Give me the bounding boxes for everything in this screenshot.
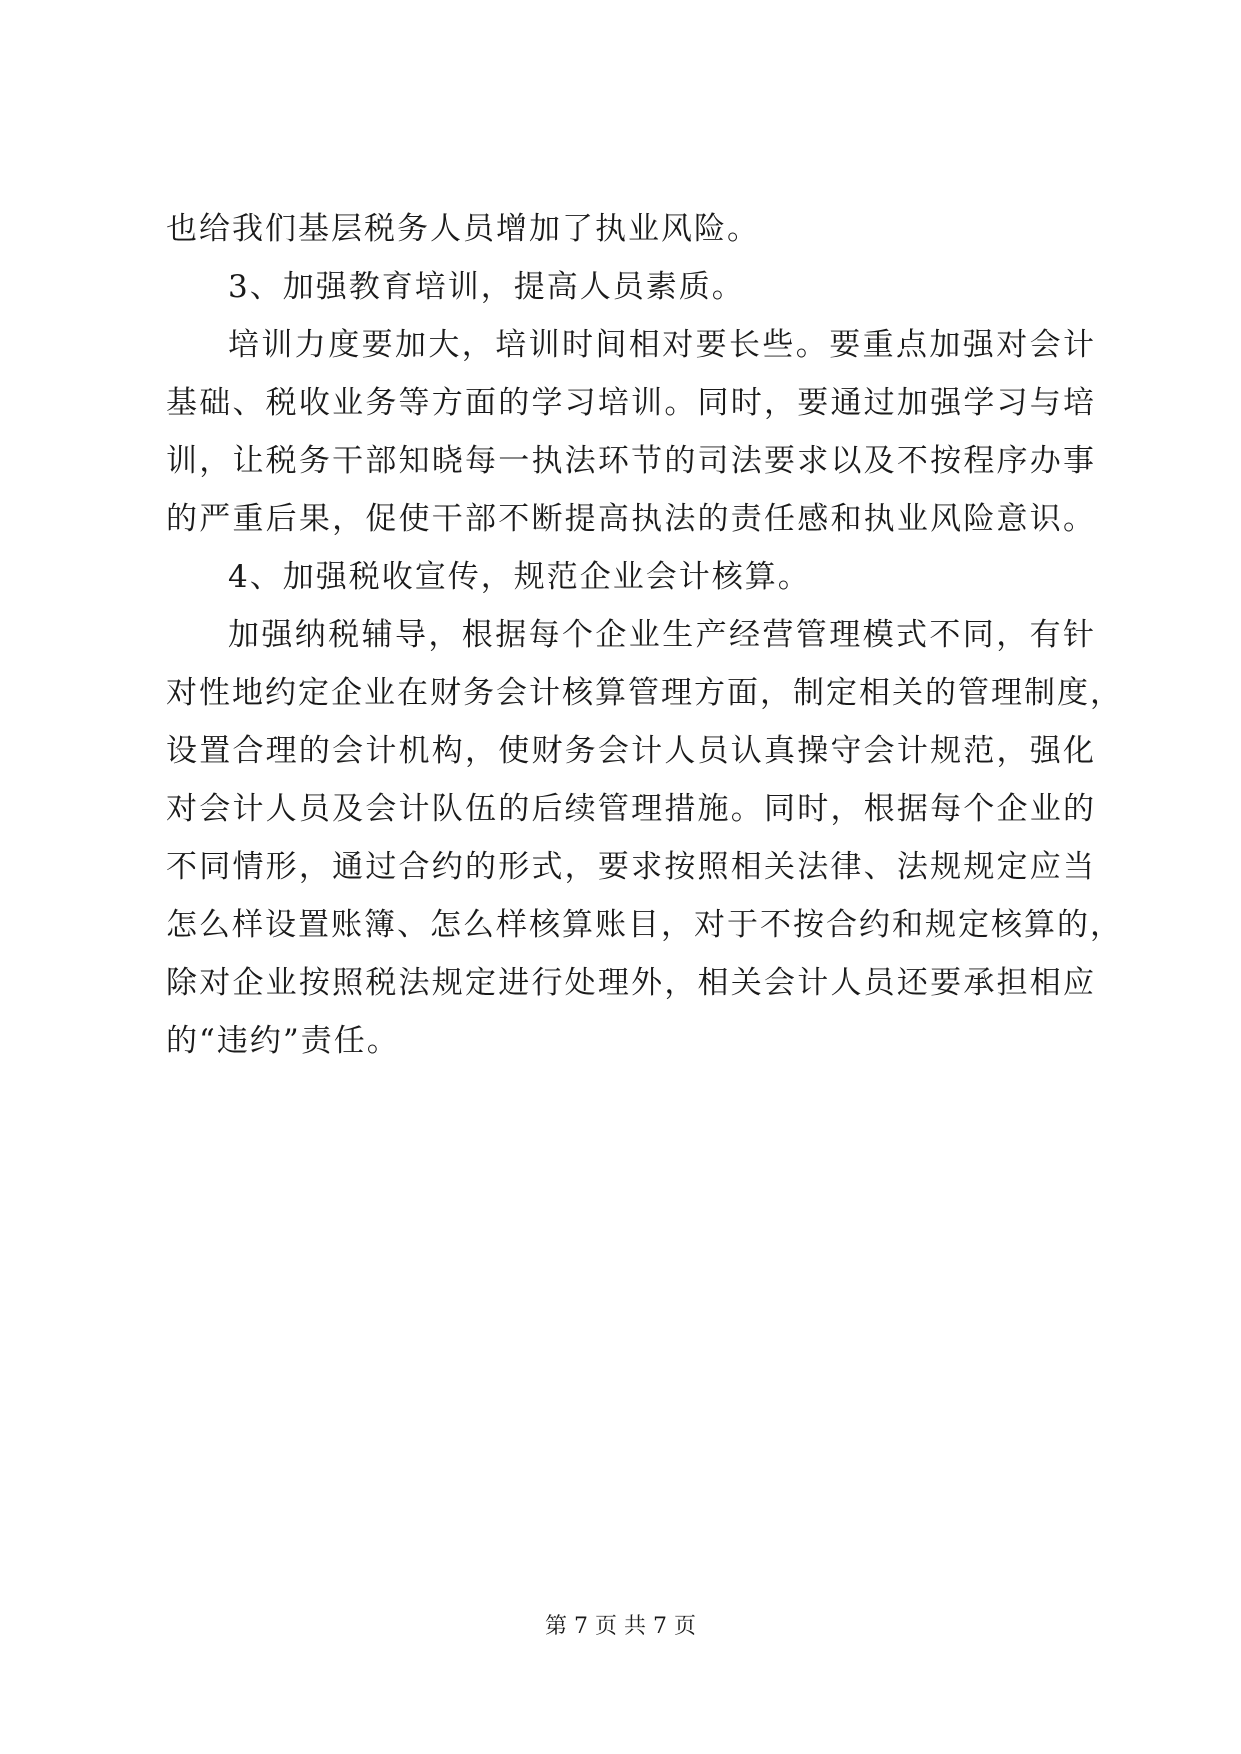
text-line: 训，让税务干部知晓每一执法环节的司法要求以及不按程序办事 [166,443,1096,479]
text-line: 对会计人员及会计队伍的后续管理措施。同时，根据每个企业的 [166,791,1096,827]
text-line: 怎么样设置账簿、怎么样核算账目，对于不按合约和规定核算的， [166,907,1123,943]
text-line: 不同情形，通过合约的形式，要求按照相关法律、法规规定应当 [166,849,1096,885]
text-line: 也给我们基层税务人员增加了执业风险。 [166,211,760,247]
section-heading: 3、加强教育培训，提高人员素质。 [228,269,745,305]
page-number-footer: 第 7 页 共 7 页 [545,1614,696,1639]
text-line: 的“违约”责任。 [166,1023,400,1059]
text-line: 对性地约定企业在财务会计核算管理方面，制定相关的管理制度， [166,675,1123,711]
text-line: 加强纳税辅导，根据每个企业生产经营管理模式不同，有针 [228,617,1096,653]
text-line: 设置合理的会计机构，使财务会计人员认真操守会计规范，强化 [166,733,1096,769]
text-line: 培训力度要加大，培训时间相对要长些。要重点加强对会计 [228,327,1096,363]
text-line: 基础、税收业务等方面的学习培训。同时，要通过加强学习与培 [166,385,1096,421]
section-heading: 4、加强税收宣传，规范企业会计核算。 [228,559,811,595]
body-text [166,200,1123,1070]
text-line: 的严重后果，促使干部不断提高执法的责任感和执业风险意识。 [166,501,1096,537]
text-line: 除对企业按照税法规定进行处理外，相关会计人员还要承担相应 [166,965,1096,1001]
